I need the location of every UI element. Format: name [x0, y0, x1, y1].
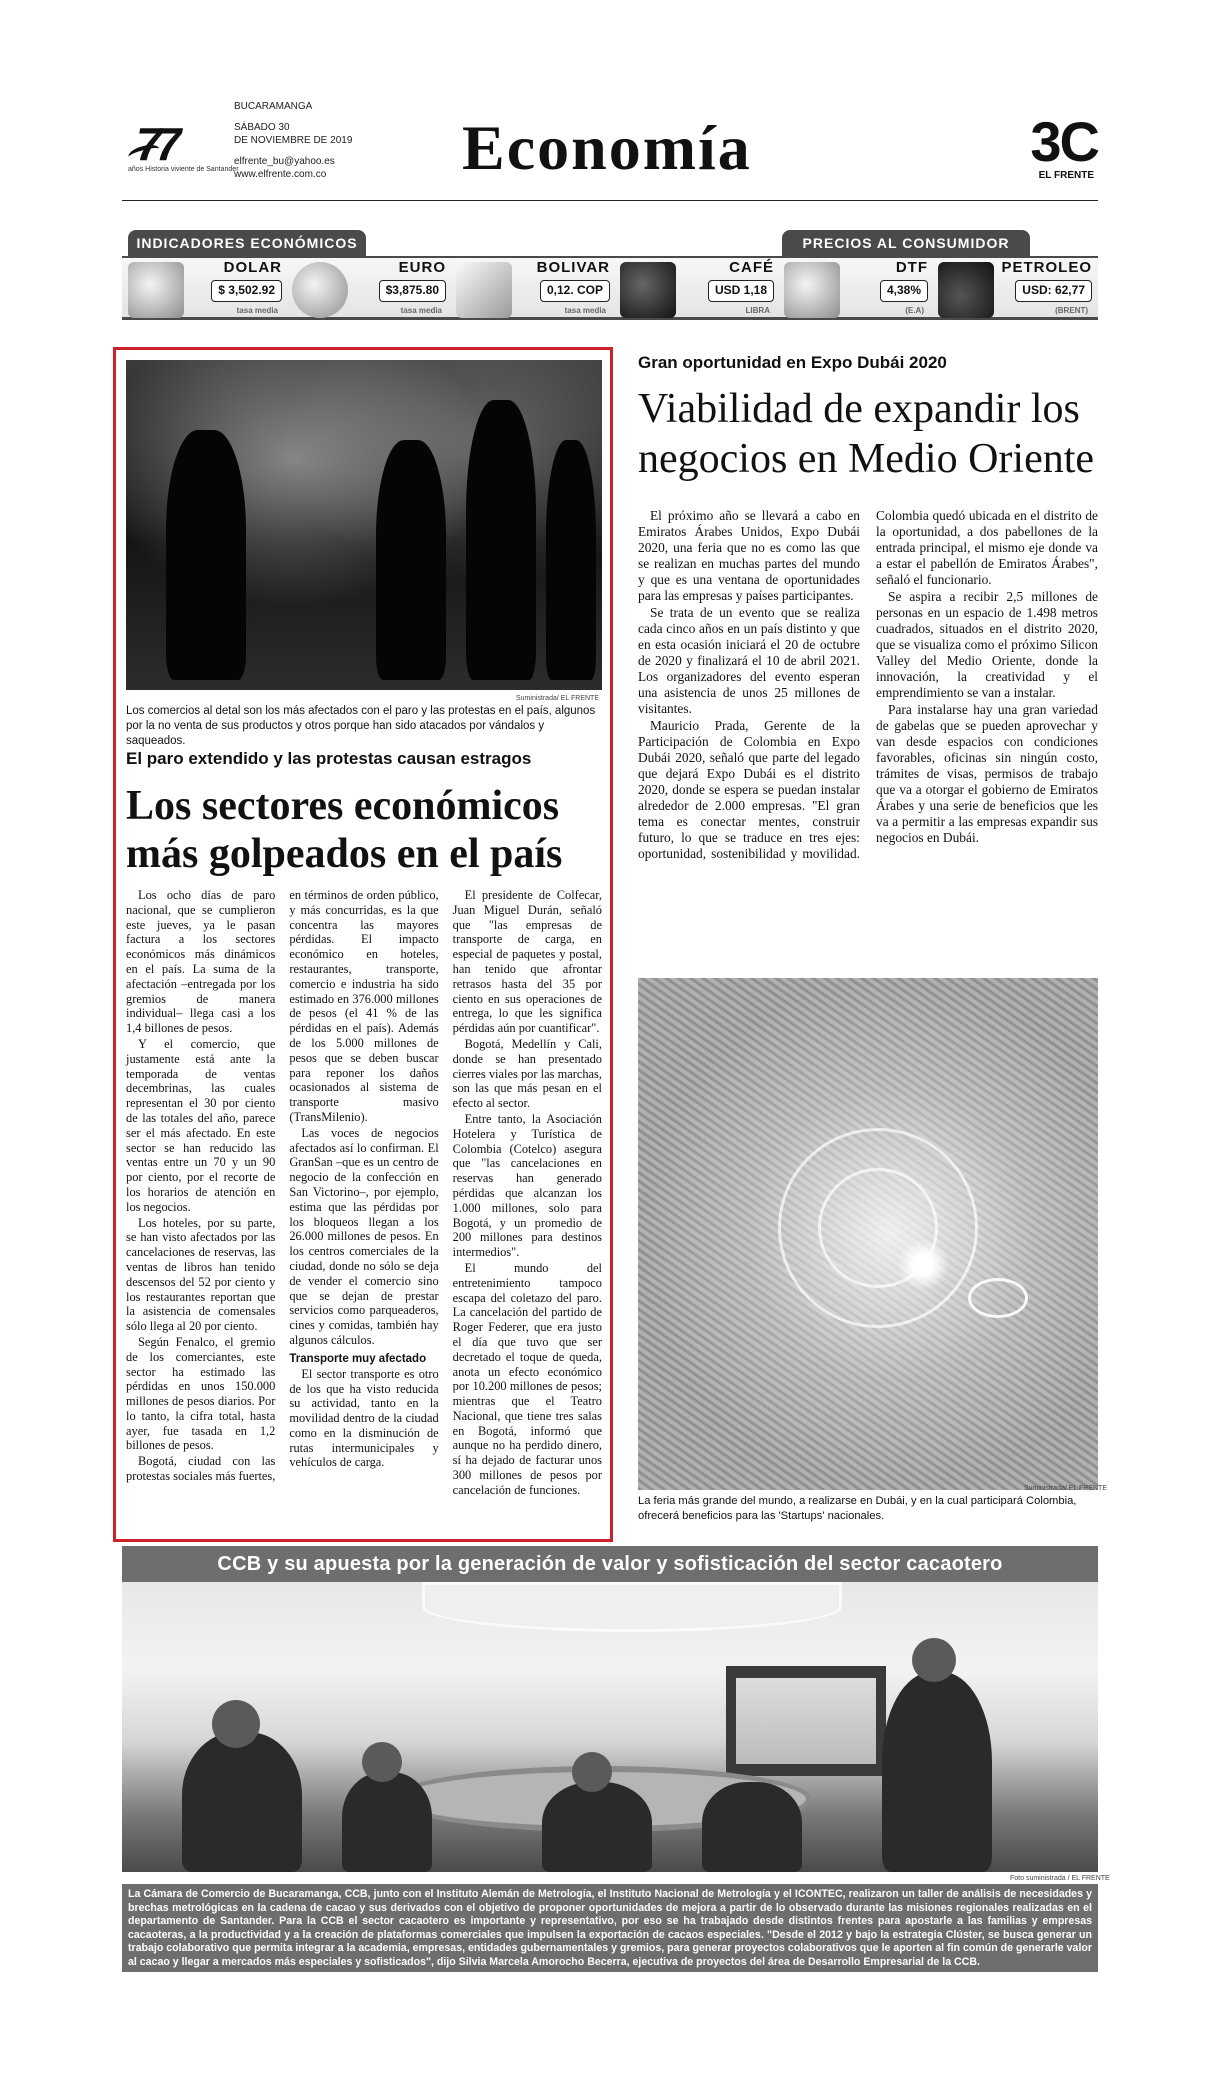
- projection-screen: [726, 1666, 886, 1776]
- indicator-bolivar: BOLIVAR 0,12. COP tasa media: [454, 258, 614, 322]
- featured-article-box: [113, 347, 613, 1542]
- expo-dubai-aerial-photo: [638, 978, 1098, 1490]
- article-headline: Los sectores económicos más golpeados en el país: [126, 783, 563, 877]
- photo-caption: Los comercios al detal son los más afectados con el paro y las protestas en el país, algunos por la no venta de sus productos y otros porque han sido atacados por vándalos y saqueados.: [126, 705, 596, 747]
- article-subhead: Transporte muy afectado: [289, 1352, 427, 1365]
- page-number: 3C: [1030, 110, 1098, 173]
- indicator-euro: EURO $3,875.80 tasa media: [290, 258, 450, 322]
- dubai-kicker: Gran oportunidad en Expo Dubái 2020: [638, 353, 947, 372]
- economic-indicators-strip: [122, 230, 1098, 330]
- dubai-photo-credit: Suministrada/ EL FRENTE: [1024, 1485, 1107, 1492]
- date-line-1: SÁBADO 30: [234, 122, 290, 133]
- email[interactable]: elfrente_bu@yahoo.es: [234, 156, 335, 167]
- ccb-photo-credit: Foto suministrada / EL FRENTE: [1010, 1875, 1110, 1882]
- indicators-tab: INDICADORES ECONÓMICOS: [128, 230, 366, 256]
- indicator-value: USD 1,18: [708, 280, 774, 302]
- indicators-row: [122, 256, 1098, 320]
- ccb-caption: La Cámara de Comercio de Bucaramanga, CCB, junto con el Instituto Alemán de Metrología, el Instituto Nacional de Metrología y el ICONTEC, realizaron un taller de análisis de necesidades y brechas metrológicas en la cadena de cacao y sus derivados con el objetivo de proponer oportunidades de mejora a partir de lo observado durante las misiones regionales realizadas en el departamento de Santander. Para la CCB el sector cacaotero es importante y representativo, por eso se ha trabajado desde distintos frentes para apostarle a las familias y empresas cacaoteras, a la productividad y a la creación de plataformas comerciales que impulsen la exportación de cacaos especiales. "Desde el 2012 y bajo la estrategia Clúster, se busca generar un trabajo colaborativo que permita integrar a la academia, empresas, entidades gubernamentales y gremios, para generar proyectos colaborativos que le aporten al fin común de generarle valor al cacao y llegar a mercados más especiales y sofisticados", dijo Silvia Marcela Amorocho Becerra, ejecutiva de proyectos del área de Desarrollo Empresarial de la CCB.: [122, 1884, 1098, 1972]
- dollar-bills-icon: [128, 262, 184, 318]
- indicator-dtf: DTF 4,38% (E.A): [782, 258, 932, 322]
- indicator-cafe: CAFÉ USD 1,18 LIBRA: [618, 258, 778, 322]
- ccb-headline: CCB y su apuesta por la generación de valor y sofisticación del sector cacaotero: [122, 1546, 1098, 1582]
- oil-pump-icon: [938, 262, 994, 318]
- indicator-value: USD: 62,77: [1015, 280, 1092, 302]
- dubai-photo-caption: La feria más grande del mundo, a realizarse en Dubái, y en la cual participará Colombia, ofrecerá beneficios para las 'Startups' nacionales.: [638, 1495, 1077, 1522]
- indicator-value: $ 3,502.92: [211, 280, 282, 302]
- indicator-value: $3,875.80: [379, 280, 446, 302]
- coffee-beans-icon: [620, 262, 676, 318]
- dubai-headline: Viabilidad de expandir los negocios en Medio Oriente: [638, 386, 1095, 482]
- logo-caption: años Historia viviente de Santander: [128, 166, 239, 173]
- dubai-body: El próximo año se llevará a cabo en Emiratos Árabes Unidos, Expo Dubái 2020, una feria que no es como las que se realizan en muchas partes del mundo y que es una ventana de oportunidades para las empresas y países participantes. Se trata de un evento que se realiza cada cinco años en un país distinto y que en esta ocasión iniciará el 20 de octubre de 2020 y finalizará el 10 de abril 2021. Los organizadores del evento esperan una asistencia de unos 25 millones de visitantes. Mauricio Prada, Gerente de la Participación de Colombia en Expo Dubái 2020, señaló que parte del legado que dejará Expo Dubái es el distrito 2020, donde se espera se puedan instalar alrededor de 2.000 empresas. "El gran tema es conectar mentes, construir futuro, lo que se traduce en tres ejes: oportunidad, sostenibilidad y movilidad. Colombia quedó ubicada en el distrito de la oportunidad, a dos pabellones de la entrada principal, el mismo eje donde va a estar el pabellón de Emiratos Árabes", señaló el funcionario. Se aspira a recibir 2,5 millones de personas en un espacio de 1.498 metros cuadrados, situados en el distrito 2020, que se visualiza como el próximo Silicon Valley del Medio Oriente, donde la innovación, la creatividad y el emprendimiento se van a instalar. Para instalarse hay una gran variedad de gabelas que se pueden aprovechar y van desde espacios con condiciones favorables, oficinas sin ningún costo, trámites de visas, permisos de trabajo que va a otorgar el gobierno de Emiratos Árabes y una serie de beneficios que les va a permitir a las empresas expandir sus negocios en Dubái.: [638, 508, 1098, 861]
- money-bag-icon: [784, 262, 840, 318]
- city: BUCARAMANGA: [234, 101, 313, 112]
- article-kicker: El paro extendido y las protestas causan estragos: [126, 749, 532, 768]
- logo-number: 77: [136, 118, 176, 170]
- euro-coin-icon: [292, 262, 348, 318]
- website[interactable]: www.elfrente.com.co: [234, 169, 327, 180]
- bolivar-bills-icon: [456, 262, 512, 318]
- ccb-workshop-photo: [122, 1582, 1098, 1872]
- date-line-2: DE NOVIEMBRE DE 2019: [234, 135, 353, 146]
- article-body: Los ocho días de paro nacional, que se cumplieron este jueves, ya le pasan factura a los sectores económicos más dinámicos en el país. La suma de la afectación –entregada por los gremios de manera individual– llega casi a los 1,4 billones de pesos. Y el comercio, que justamente está ante la temporada de ventas decembrinas, las cuales representan el 30 por ciento de las totales del año, parece ser el más afectado. En este sector se han reducido las ventas entre un 70 y un 90 por ciento, por el recorte de los horarios de atención en los negocios. Los hoteles, por su parte, se han visto afectados por las cancelaciones de reservas, las ventas de libros han tenido descensos del 52 por ciento y los restaurantes reportan que la asistencia de comensales sólo llega al 20 por ciento. Según Fenalco, el gremio de los comerciantes, este sector ha estimado las pérdidas en unos 150.000 millones de pesos diarios. Por lo tanto, la cifra total, hasta ayer, fue tasada en 1,2 billones de pesos. Bogotá, ciudad con las protestas sociales más fuertes, en términos de orden público, y más concurridas, es la que concentra las mayores pérdidas. El impacto económico en hoteles, restaurantes, transporte, comercio e industria ha sido estimado en 376.000 millones de pesos (el 41 % de las pérdidas en el país). Además de los 5.000 millones de pesos que se deben buscar para reponer los daños ocasionados al sistema de transporte masivo (TransMilenio). Las voces de negocios afectados así lo confirman. El GranSan –que es un centro de negocio de la confección en San Victorino–, por ejemplo, estima que las pérdidas por los bloqueos llegan a los 26.000 millones de pesos. En los centros comerciales de la ciudad, donde no sólo se deja de vender el comercio sino que se dejan de prestar servicios como parqueaderos, cines y comidas, también hay algunos cálculos. Transporte muy afectado El sector transporte es otro de los que ha visto reducida su actividad, tanto en la movilidad dentro de la ciudad como en la disminución de rutas intermunicipales y vehículos de carga. El presidente de Colfecar, Juan Miguel Durán, señaló que "las empresas de transporte de carga, en especial de paquetes y postal, han tenido que afrontar retrasos hasta del 35 por ciento en sus operaciones de entrega, lo que les significa pérdidas aún por cuantificar". Bogotá, Medellín y Cali, donde se han presentado cierres viales por las marchas, son las que más pesan en el efecto al sector. Entre tanto, la Asociación Hotelera y Turística de Colombia (Cotelco) asegura que "las cancelaciones en reservas han generado pérdidas que alcanzan los 1.000 millones, solo para Bogotá, y un promedio de 200 millones para destinos intermedios". El mundo del entretenimiento tampoco escapa del coletazo del paro. La cancelación del partido de Roger Federer, que era justo el día que tuvo que ser decretado el toque de queda, anota un efecto económico por 10.200 millones de pesos; mientras que el Teatro Nacional, que tiene tres salas en Bogotá, informó que aunque no ha perdido dinero, sí ha dejado de facturar unos 300 millones de pesos por cancelación de funciones.: [126, 888, 602, 1497]
- indicator-value: 4,38%: [880, 280, 928, 302]
- indicator-value: 0,12. COP: [540, 280, 610, 302]
- masthead-rule: [122, 200, 1098, 201]
- protest-store-photo: [126, 360, 602, 690]
- indicator-dolar: DOLAR $ 3,502.92 tasa media: [126, 258, 286, 322]
- masthead-info: [234, 100, 352, 181]
- photo-credit: Suministrada/ EL FRENTE: [516, 695, 599, 702]
- section-title: Economía: [462, 112, 752, 183]
- indicator-petroleo: PETROLEO USD: 62,77 (BRENT): [936, 258, 1096, 322]
- brand-name: EL FRENTE: [1038, 170, 1094, 181]
- consumer-prices-tab: PRECIOS AL CONSUMIDOR: [782, 230, 1030, 256]
- masthead: [122, 98, 1098, 206]
- newspaper-anniversary-logo: [128, 118, 208, 170]
